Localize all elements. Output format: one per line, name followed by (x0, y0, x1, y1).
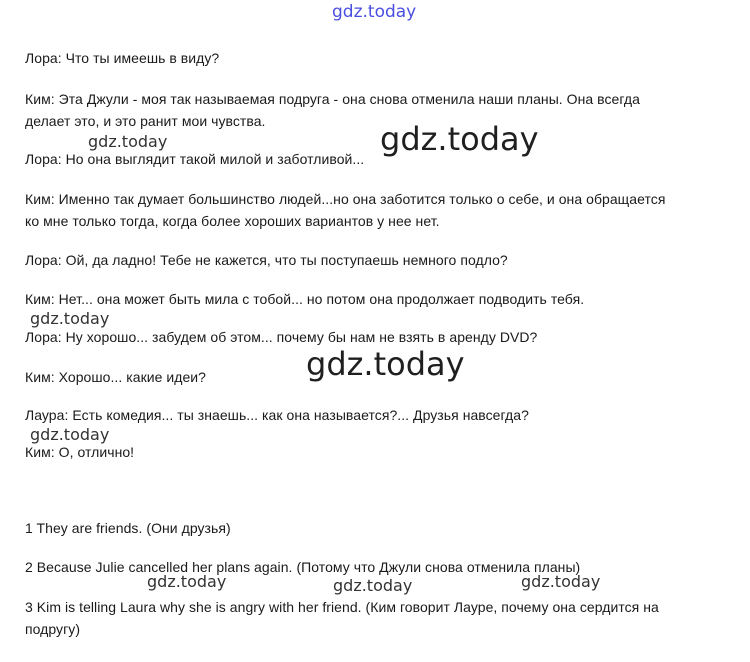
watermark: gdz.today (380, 120, 539, 158)
dialogue-line: Ким: Хорошо... какие идеи? (25, 369, 207, 385)
watermark: gdz.today (521, 572, 601, 591)
watermark: gdz.today (30, 425, 110, 444)
watermark: gdz.today (30, 309, 110, 328)
dialogue-line: Ким: Именно так думает большинство людей...но она заботится только о себе, и она обращается (25, 191, 666, 207)
answer-line: 3 Kim is telling Laura why she is angry with her friend. (Ким говорит Лауре, почему она сердится на (25, 599, 659, 615)
dialogue-line: ко мне только тогда, когда более хороших вариантов у нее нет. (25, 213, 440, 229)
dialogue-line: Лаура: Есть комедия... ты знаешь... как она называется?... Друзья навсегда? (25, 407, 529, 423)
dialogue-line: Лора: Но она выглядит такой милой и заботливой... (25, 151, 365, 167)
watermark: gdz.today (88, 132, 168, 151)
dialogue-line: Ким: Эта Джули - моя так называемая подруга - она снова отменила наши планы. Она всегда (25, 91, 640, 107)
answer-line: подругу) (25, 621, 81, 637)
watermark: gdz.today (306, 345, 465, 383)
dialogue-line: Лора: Ну хорошо... забудем об этом... почему бы нам не взять в аренду DVD? (25, 329, 538, 345)
answer-line: 1 They are friends. (Они друзья) (25, 520, 231, 536)
dialogue-line: Ким: Нет... она может быть мила с тобой... но потом она продолжает подводить тебя. (25, 291, 585, 307)
answer-line: 2 Because Julie cancelled her plans again. (Потому что Джули снова отменила планы) (25, 559, 581, 575)
dialogue-line: Лора: Ой, да ладно! Тебе не кажется, что ты поступаешь немного подло? (25, 252, 508, 268)
dialogue-line: Лора: Что ты имеешь в виду? (25, 50, 220, 66)
watermark-top: gdz.today (332, 2, 417, 22)
watermark: gdz.today (333, 576, 413, 595)
dialogue-line: Ким: О, отлично! (25, 444, 135, 460)
watermark: gdz.today (147, 572, 227, 591)
dialogue-line: делает это, и это ранит мои чувства. (25, 113, 266, 129)
